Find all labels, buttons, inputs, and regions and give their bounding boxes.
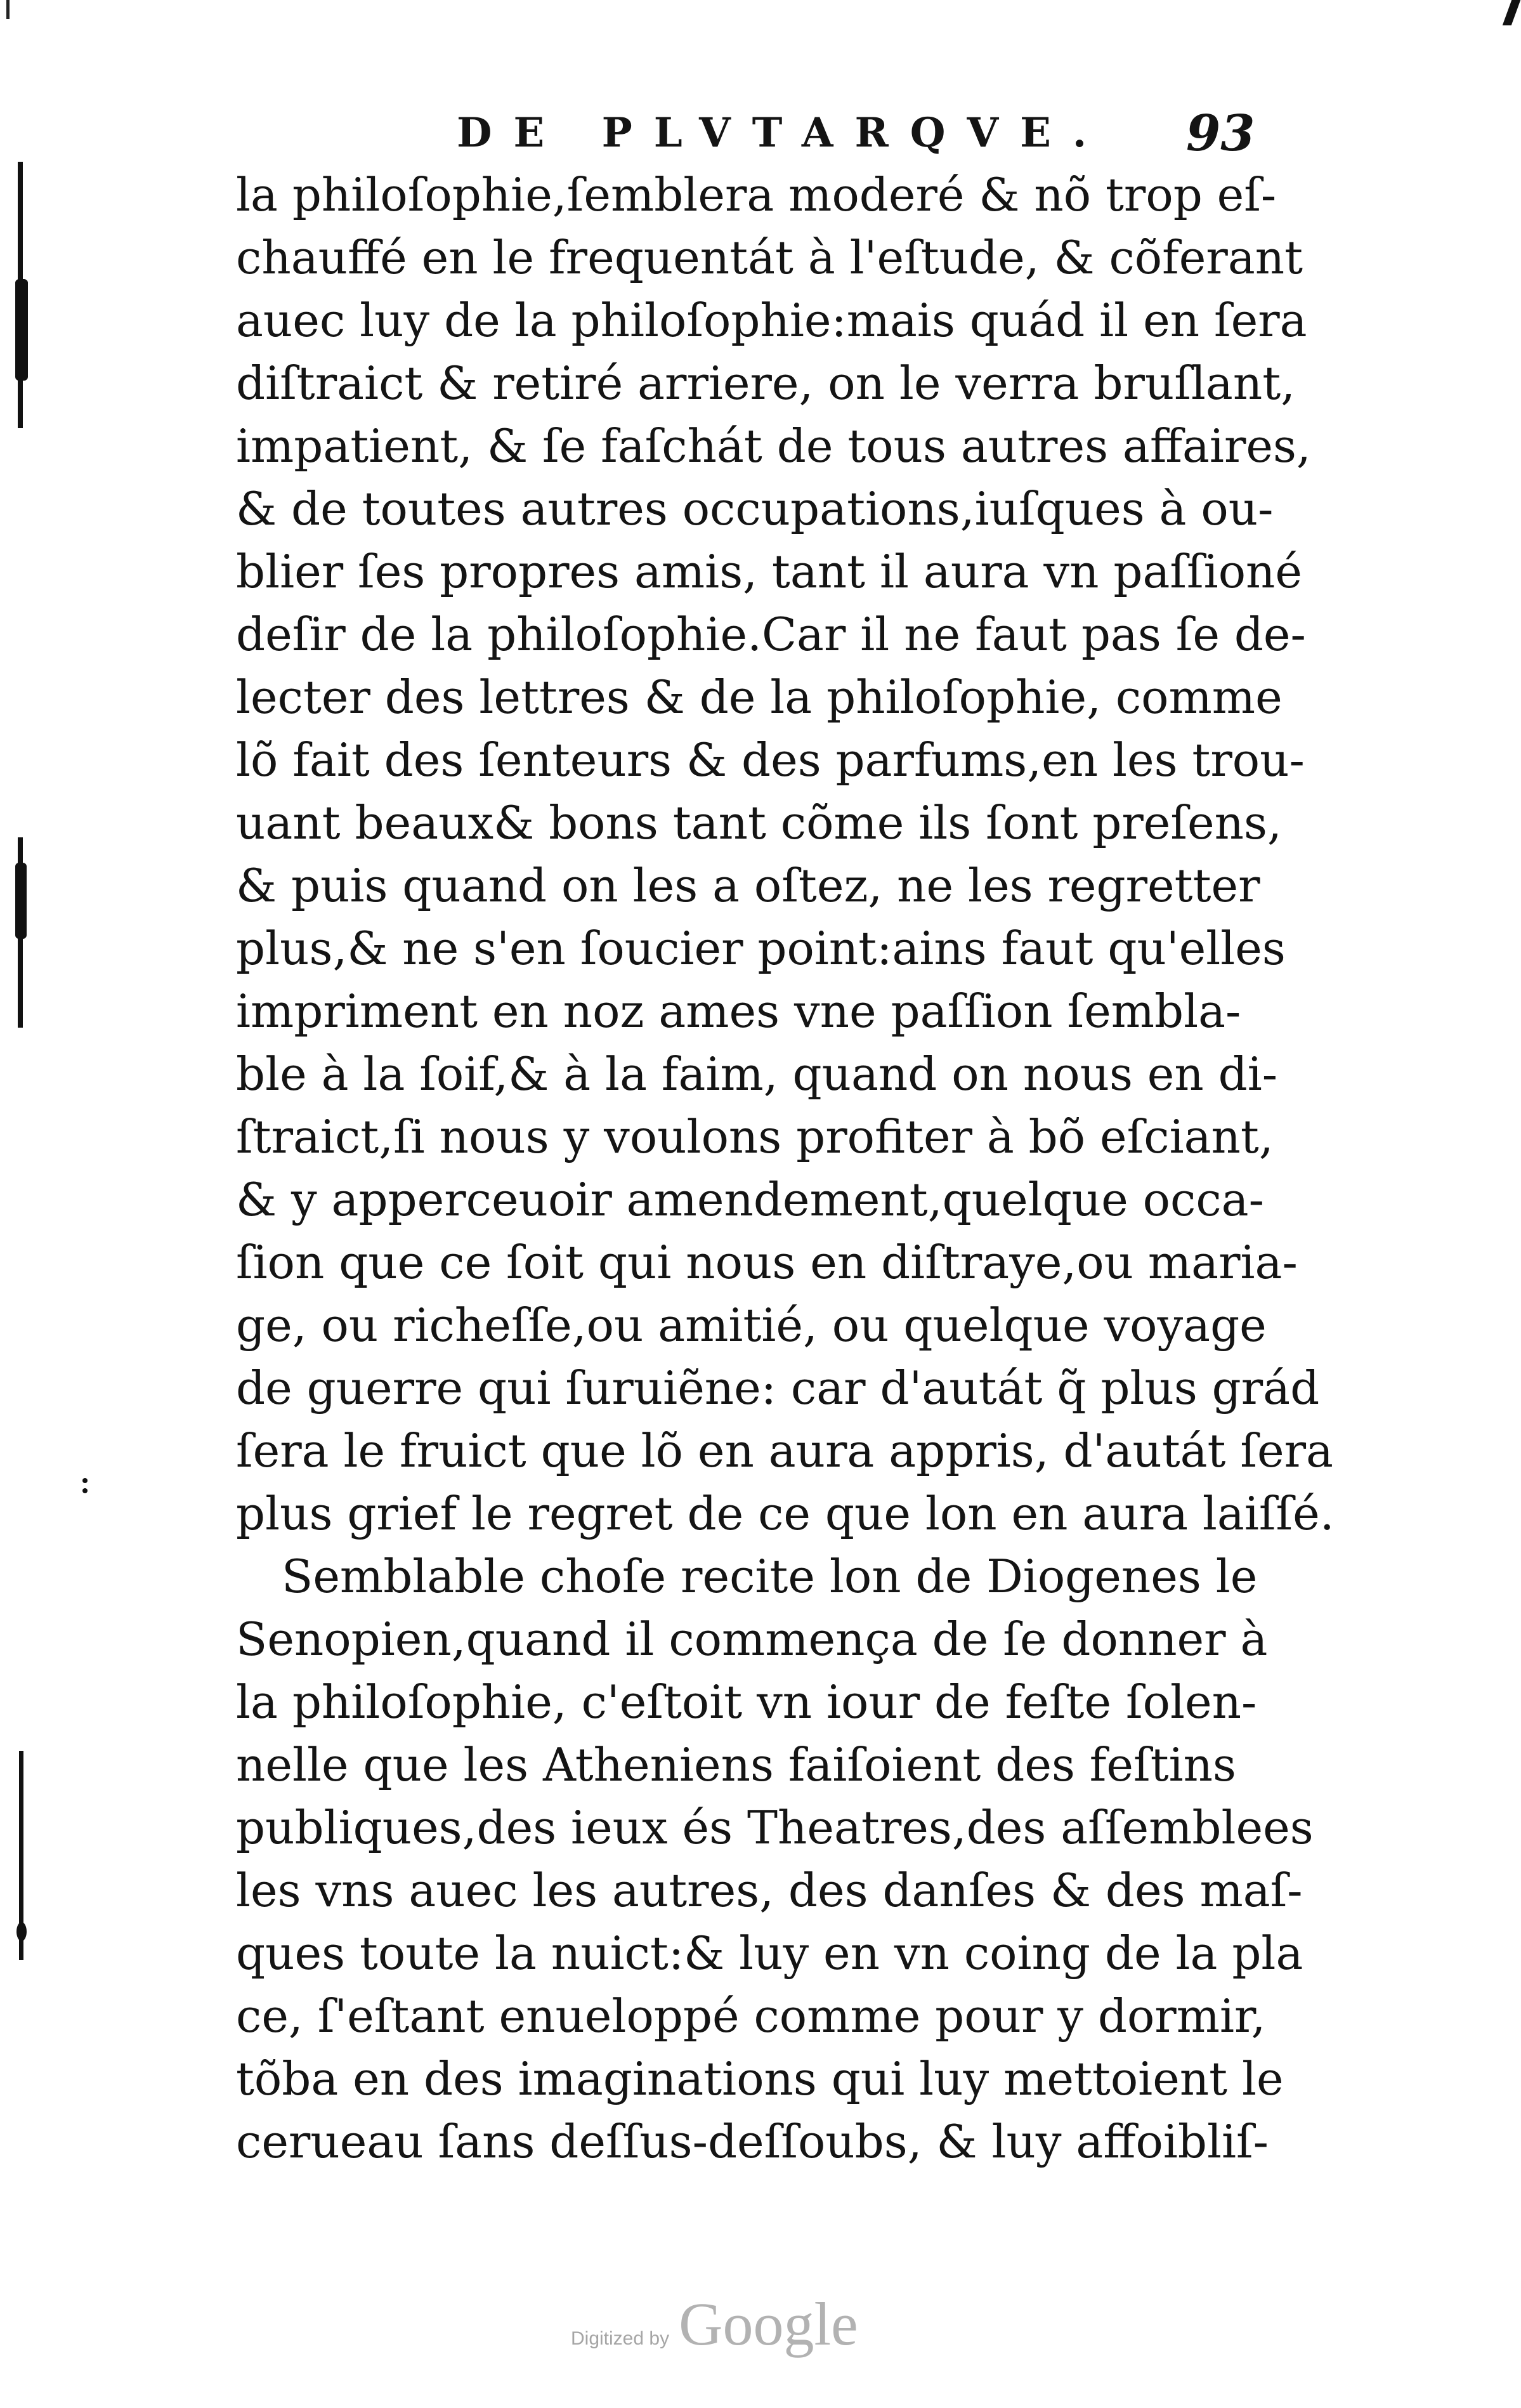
text-line: diſtraict & retiré arriere, on le verra bruſlant, xyxy=(236,357,1296,410)
text-line: les vns auec les autres, des danſes & des maſ- xyxy=(236,1864,1303,1917)
text-line: ble à la ſoif,& à la faim, quand on nous en di- xyxy=(236,1047,1278,1101)
text-line: ques toute la nuict:& luy en vn coing de la pla xyxy=(236,1927,1303,1980)
margin-tick xyxy=(6,0,10,19)
text-line: impatient, & ſe faſchát de tous autres affaires, xyxy=(236,419,1311,473)
binding-mark xyxy=(15,863,27,939)
text-line: de guerre qui ſuruiẽne: car d'autát q̃ plus grád xyxy=(236,1361,1320,1415)
text-line: & y apperceuoir amendement,quelque occa- xyxy=(236,1173,1264,1226)
ink-dot xyxy=(82,1478,88,1483)
text-line: la philoſophie,ſemblera moderé & nõ trop eſ- xyxy=(236,168,1277,221)
text-line: auec luy de la philoſophie:mais quád il en ſera xyxy=(236,294,1307,347)
page-number: 93 xyxy=(1186,105,1255,162)
text-line: deſir de la philoſophie.Car il ne faut pas ſe de- xyxy=(236,608,1306,661)
ink-dot xyxy=(82,1488,88,1493)
text-line: ge, ou richeſſe,ou amitié, ou quelque voyage xyxy=(236,1299,1267,1352)
text-line: cerueau ſans deſſus-deſſoubs, & luy affoibliſ- xyxy=(236,2115,1269,2168)
text-line: uant beaux& bons tant cõme ils ſont preſens, xyxy=(236,796,1282,849)
google-logo: Google xyxy=(679,2290,858,2358)
text-line: blier ſes propres amis, tant il aura vn paſſioné xyxy=(236,545,1303,598)
text-line: & puis quand on les a oſtez, ne les regretter xyxy=(236,859,1260,912)
text-line: nelle que les Atheniens faiſoient des feſtins xyxy=(236,1738,1236,1791)
text-line: chauffé en le frequentát à l'eſtude, & cõferant xyxy=(236,231,1303,284)
text-line: ce, ſ'eſtant enueloppé comme pour y dormir, xyxy=(236,1989,1266,2043)
binding-mark xyxy=(15,279,28,381)
text-line: la philoſophie, c'eſtoit vn iour de feſte ſolen- xyxy=(236,1675,1257,1729)
binding-mark xyxy=(16,1922,27,1941)
text-line: tõba en des imaginations qui luy mettoient le xyxy=(236,2052,1284,2105)
text-line: ſion que ce ſoit qui nous en diſtraye,ou maria- xyxy=(236,1236,1298,1289)
digitized-watermark xyxy=(571,2289,858,2359)
digitized-label: Digitized by xyxy=(571,2328,670,2349)
text-line: plus,& ne s'en ſoucier point:ains faut qu'elles xyxy=(236,922,1286,975)
text-line: & de toutes autres occupations,iuſques à ou- xyxy=(236,482,1274,535)
body-text xyxy=(236,164,1335,2173)
text-line: Senopien,quand il commença de ſe donner à xyxy=(236,1613,1268,1666)
text-line: ſera le fruict que lõ en aura appris, d'autát ſera xyxy=(236,1424,1333,1477)
paragraph-start-line: Semblable choſe recite lon de Diogenes le xyxy=(282,1550,1258,1603)
corner-ink-mark xyxy=(1503,0,1521,25)
text-line: lõ fait des ſenteurs & des parfums,en les trou- xyxy=(236,733,1305,787)
running-title: DE PLVTARQVE. xyxy=(457,109,1109,157)
text-line: ſtraict,ſi nous y voulons profiter à bõ eſciant, xyxy=(236,1110,1274,1163)
text-line: impriment en noz ames vne paſſion ſembla- xyxy=(236,985,1241,1038)
text-line: lecter des lettres & de la philoſophie, comme xyxy=(236,671,1283,724)
text-line: publiques,des ieux és Theatres,des aſſemblees xyxy=(236,1801,1314,1854)
text-line: plus grief le regret de ce que lon en aura laiſſé. xyxy=(236,1487,1335,1540)
